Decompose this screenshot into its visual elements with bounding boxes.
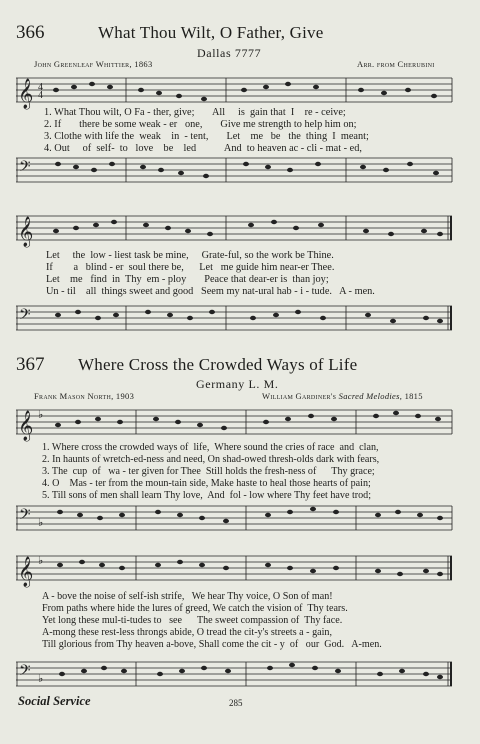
lyric-line: 3. The cup of wa - ter given for Thee Still holds the fresh-ness of Thy grace; xyxy=(42,466,375,477)
svg-text:𝄞: 𝄞 xyxy=(18,557,34,586)
bass-staff-367-1 xyxy=(16,500,454,536)
lyric-line: 4. Out of self- to love be led And to heaven ac - cli - mat - ed, xyxy=(44,143,362,154)
svg-text:𝄢: 𝄢 xyxy=(19,662,31,682)
treble-staff-367-2 xyxy=(16,550,454,590)
svg-text:𝄢: 𝄢 xyxy=(19,158,31,178)
composer-credit xyxy=(262,391,423,401)
lyric-line: Let me find in Thy em - ploy Peace that dear-er is than joy; xyxy=(46,274,329,285)
lyrics-367-system-1 xyxy=(42,442,379,502)
svg-text:♭: ♭ xyxy=(38,555,44,567)
lyric-line: 1. Where cross the crowded ways of life, Where sound the cries of race and clan, xyxy=(42,442,379,453)
treble-staff-366-2 xyxy=(16,210,454,250)
svg-text:𝄞: 𝄞 xyxy=(18,411,34,440)
svg-text:4: 4 xyxy=(38,82,43,93)
hymn-number: 366 xyxy=(16,22,45,43)
author-credit: John Greenleaf Whittier, 1863 xyxy=(34,59,153,69)
section-label: Social Service xyxy=(18,694,91,708)
lyric-line: Till glorious from Thy heaven a-bove, Shall come the cit - y of our God. A-men. xyxy=(42,639,382,650)
tune-name: Germany L. M. xyxy=(196,377,279,391)
lyric-line: From paths where hide the lures of greed, We catch the vision of Thy tears. xyxy=(42,603,348,614)
svg-text:𝄢: 𝄢 xyxy=(19,506,31,526)
composer-name: William Gardiner's xyxy=(262,391,337,401)
lyric-line: A-mong these rest-less throngs abide, O tread the cit-y's streets a - gain, xyxy=(42,627,332,638)
bass-staff-367-2 xyxy=(16,656,454,692)
lyric-line: If a blind - er soul there be, Let me guide him near-er Thee. xyxy=(46,262,335,273)
svg-text:4: 4 xyxy=(38,90,43,101)
lyrics-366-system-2 xyxy=(46,250,375,298)
svg-text:𝄞: 𝄞 xyxy=(18,79,34,108)
page-number: 285 xyxy=(229,698,243,708)
lyric-line: 2. If there be some weak - er one, Give me strength to help him on; xyxy=(44,119,357,130)
arranger-credit: Arr. from Cherubini xyxy=(357,59,435,69)
composer-source: Sacred Melodies xyxy=(338,391,400,401)
lyric-line: 3. Clothe with life the weak in - tent, Let me be the thing I meant; xyxy=(44,131,369,142)
composer-year: , 1815 xyxy=(399,391,423,401)
lyrics-366-system-1 xyxy=(44,107,369,155)
author-credit: Frank Mason North, 1903 xyxy=(34,391,135,401)
hymn-title: What Thou Wilt, O Father, Give xyxy=(98,23,324,42)
bass-staff-366-2 xyxy=(16,300,454,336)
lyric-line: Yet long these mul-ti-tudes to see The sweet compassion of Thy face. xyxy=(42,615,343,626)
svg-text:𝄞: 𝄞 xyxy=(18,217,34,246)
lyric-line: Let the low - liest task be mine, Grate-ful, so the work be Thine. xyxy=(46,250,334,261)
svg-text:𝄢: 𝄢 xyxy=(19,306,31,326)
svg-text:♭: ♭ xyxy=(38,517,44,529)
lyric-line: Un - til all things sweet and good Seem my nat-ural hab - i - tude. A - men. xyxy=(46,286,375,297)
lyric-line: 5. Till sons of men shall learn Thy love, And fol - low where Thy feet have trod; xyxy=(42,490,372,501)
lyric-line: 4. O Mas - ter from the moun-tain side, Make haste to heal those hearts of pain; xyxy=(42,478,371,489)
treble-staff-367-1 xyxy=(16,404,454,444)
bass-staff-366-1 xyxy=(16,152,454,190)
lyrics-367-system-2 xyxy=(42,591,382,651)
svg-text:♭: ♭ xyxy=(38,673,44,685)
hymn-title: Where Cross the Crowded Ways of Life xyxy=(78,355,358,374)
svg-text:♭: ♭ xyxy=(38,409,44,421)
hymn-number: 367 xyxy=(16,354,45,375)
lyric-line: 2. In haunts of wretch-ed-ness and need, On shad-owed thresh-olds dark with fears, xyxy=(42,454,380,465)
lyric-line: 1. What Thou wilt, O Fa - ther, give; All is gain that I re - ceive; xyxy=(44,107,346,118)
tune-name: Dallas 7777 xyxy=(197,46,262,60)
lyric-line: A - bove the noise of self-ish strife, We hear Thy voice, O Son of man! xyxy=(42,591,333,602)
